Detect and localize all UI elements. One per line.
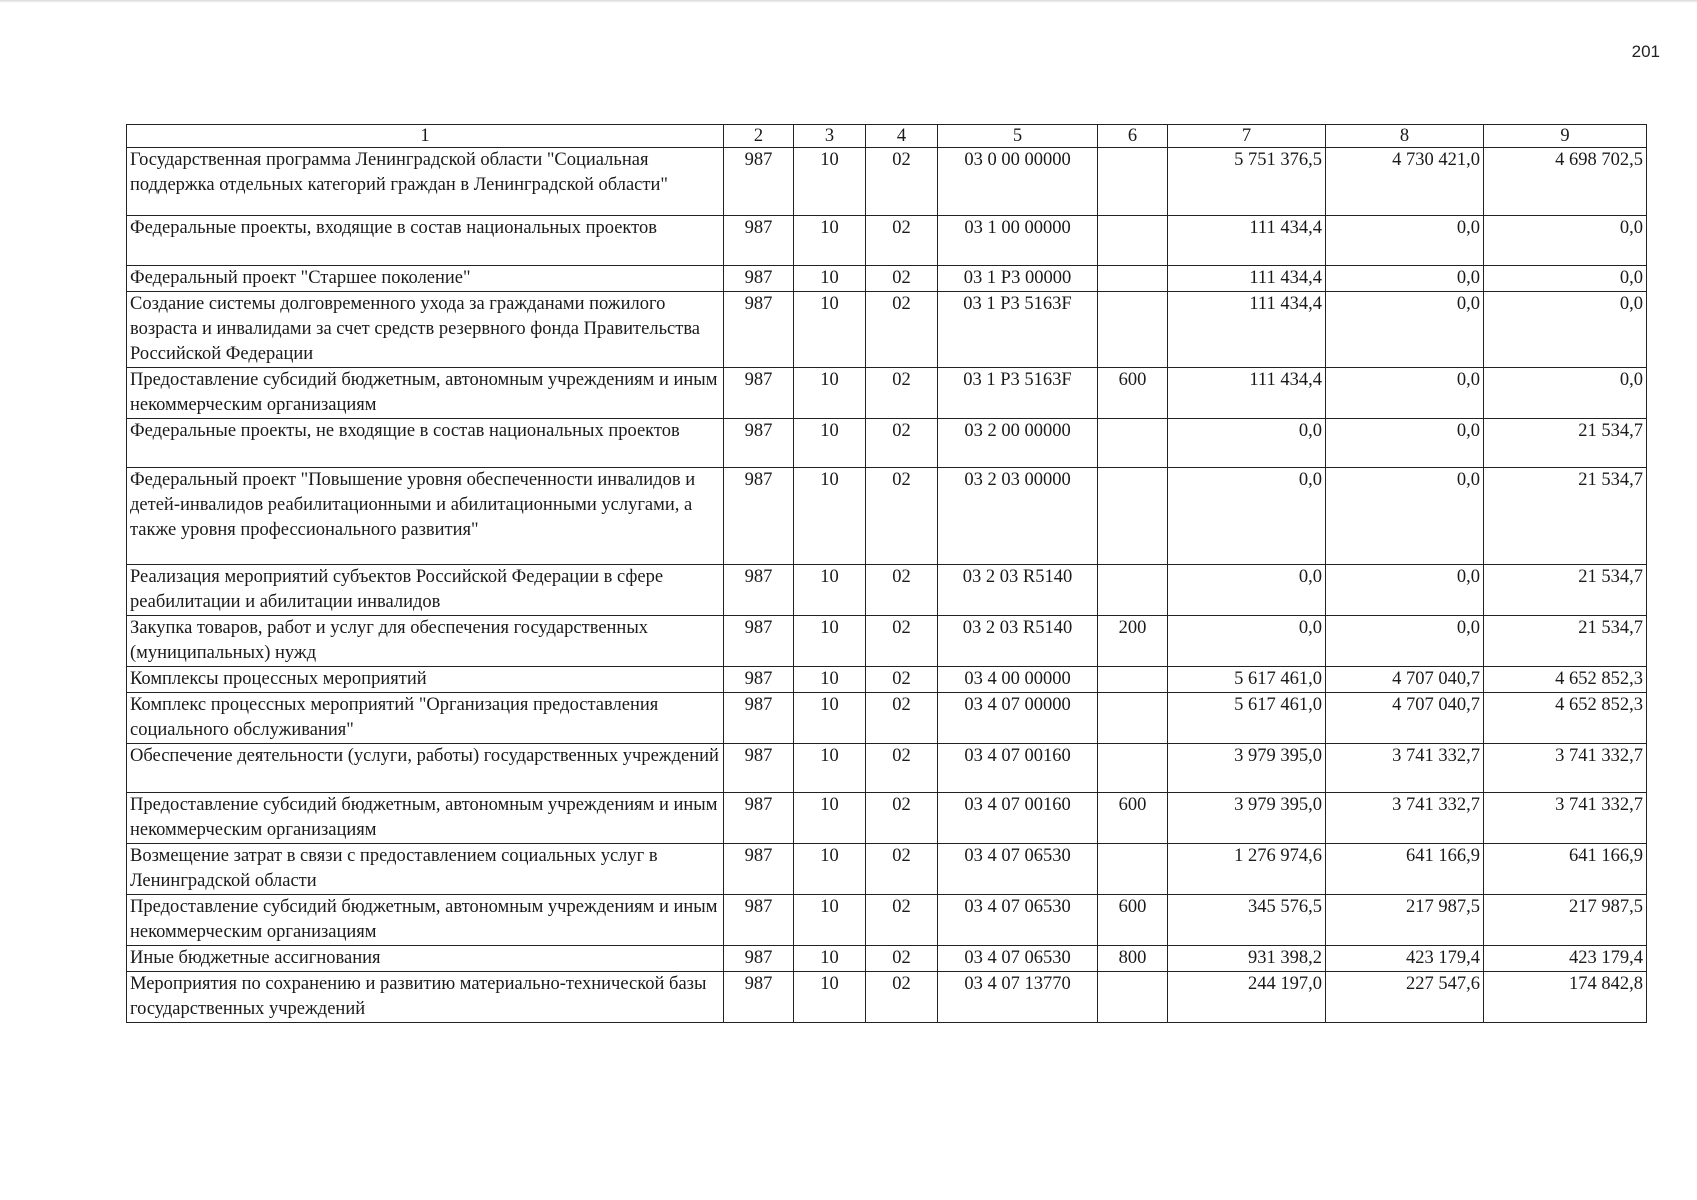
row-name: Закупка товаров, работ и услуг для обеспечения государственных (муниципальных) нужд	[127, 616, 724, 667]
col-section: 10	[794, 216, 866, 266]
col-subsection: 02	[866, 667, 938, 693]
col-ministry: 987	[724, 793, 794, 844]
col-section: 10	[794, 616, 866, 667]
col-amount-year2: 0,0	[1326, 368, 1484, 419]
col-section: 10	[794, 895, 866, 946]
col-target-article: 03 2 03 00000	[938, 468, 1098, 565]
row-name: Предоставление субсидий бюджетным, автономным учреждениям и иным некоммерческим организациям	[127, 368, 724, 419]
col-ministry: 987	[724, 895, 794, 946]
col-subsection: 02	[866, 368, 938, 419]
table-row	[127, 895, 1647, 946]
col-amount-year3: 21 534,7	[1484, 468, 1647, 565]
col-amount-year2: 0,0	[1326, 216, 1484, 266]
col-expense-type	[1098, 216, 1168, 266]
col-amount-year2: 3 741 332,7	[1326, 744, 1484, 793]
col-amount-year2: 3 741 332,7	[1326, 793, 1484, 844]
table-row	[127, 266, 1647, 292]
column-header-3: 3	[794, 125, 866, 148]
col-subsection: 02	[866, 292, 938, 368]
col-subsection: 02	[866, 946, 938, 972]
col-ministry: 987	[724, 266, 794, 292]
col-target-article: 03 0 00 00000	[938, 148, 1098, 216]
col-amount-year1: 0,0	[1168, 565, 1326, 616]
col-amount-year1: 5 617 461,0	[1168, 693, 1326, 744]
table-row	[127, 419, 1647, 468]
col-amount-year3: 4 698 702,5	[1484, 148, 1647, 216]
row-name: Предоставление субсидий бюджетным, автономным учреждениям и иным некоммерческим организациям	[127, 793, 724, 844]
col-expense-type: 600	[1098, 793, 1168, 844]
col-section: 10	[794, 844, 866, 895]
col-amount-year1: 3 979 395,0	[1168, 744, 1326, 793]
col-amount-year2: 0,0	[1326, 266, 1484, 292]
col-amount-year2: 4 707 040,7	[1326, 693, 1484, 744]
col-amount-year2: 0,0	[1326, 468, 1484, 565]
col-amount-year3: 21 534,7	[1484, 616, 1647, 667]
col-target-article: 03 4 07 06530	[938, 946, 1098, 972]
table-body	[127, 148, 1647, 1023]
col-expense-type	[1098, 693, 1168, 744]
col-ministry: 987	[724, 368, 794, 419]
row-name: Мероприятия по сохранению и развитию материально-технической базы государственных учреждений	[127, 972, 724, 1023]
col-section: 10	[794, 148, 866, 216]
col-subsection: 02	[866, 216, 938, 266]
col-ministry: 987	[724, 468, 794, 565]
col-amount-year2: 227 547,6	[1326, 972, 1484, 1023]
col-section: 10	[794, 946, 866, 972]
column-header-9: 9	[1484, 125, 1647, 148]
col-ministry: 987	[724, 744, 794, 793]
page-number: 201	[1631, 42, 1660, 61]
row-name: Государственная программа Ленинградской области "Социальная поддержка отдельных категорий граждан в Ленинградской области"	[127, 148, 724, 216]
col-subsection: 02	[866, 616, 938, 667]
row-name: Иные бюджетные ассигнования	[127, 946, 724, 972]
col-amount-year1: 931 398,2	[1168, 946, 1326, 972]
col-amount-year1: 111 434,4	[1168, 368, 1326, 419]
column-header-4: 4	[866, 125, 938, 148]
column-header-8: 8	[1326, 125, 1484, 148]
col-amount-year1: 3 979 395,0	[1168, 793, 1326, 844]
col-ministry: 987	[724, 216, 794, 266]
row-name: Реализация мероприятий субъектов Российской Федерации в сфере реабилитации и абилитации инвалидов	[127, 565, 724, 616]
col-amount-year3: 3 741 332,7	[1484, 744, 1647, 793]
col-expense-type	[1098, 744, 1168, 793]
table-row	[127, 793, 1647, 844]
col-ministry: 987	[724, 667, 794, 693]
col-amount-year1: 1 276 974,6	[1168, 844, 1326, 895]
col-subsection: 02	[866, 744, 938, 793]
col-amount-year1: 0,0	[1168, 419, 1326, 468]
row-name: Федеральный проект "Старшее поколение"	[127, 266, 724, 292]
col-amount-year3: 21 534,7	[1484, 565, 1647, 616]
table-row	[127, 693, 1647, 744]
col-amount-year2: 423 179,4	[1326, 946, 1484, 972]
col-ministry: 987	[724, 844, 794, 895]
col-expense-type	[1098, 148, 1168, 216]
col-amount-year1: 0,0	[1168, 616, 1326, 667]
col-section: 10	[794, 565, 866, 616]
column-header-2: 2	[724, 125, 794, 148]
col-amount-year3: 217 987,5	[1484, 895, 1647, 946]
table-row	[127, 468, 1647, 565]
row-name: Создание системы долговременного ухода за гражданами пожилого возраста и инвалидами за счет средств резервного фонда Правительства Российской Федерации	[127, 292, 724, 368]
col-amount-year2: 0,0	[1326, 565, 1484, 616]
table-header	[127, 125, 1647, 148]
row-name: Комплексы процессных мероприятий	[127, 667, 724, 693]
table-row	[127, 216, 1647, 266]
row-name: Комплекс процессных мероприятий "Организация предоставления социального обслуживания"	[127, 693, 724, 744]
col-amount-year3: 0,0	[1484, 368, 1647, 419]
col-target-article: 03 1 P3 5163F	[938, 368, 1098, 419]
column-header-5: 5	[938, 125, 1098, 148]
budget-table	[126, 124, 1647, 1023]
table-row	[127, 292, 1647, 368]
column-header-7: 7	[1168, 125, 1326, 148]
col-target-article: 03 1 P3 5163F	[938, 292, 1098, 368]
col-expense-type	[1098, 419, 1168, 468]
col-amount-year1: 111 434,4	[1168, 216, 1326, 266]
col-amount-year3: 4 652 852,3	[1484, 693, 1647, 744]
col-section: 10	[794, 292, 866, 368]
col-ministry: 987	[724, 693, 794, 744]
col-amount-year3: 0,0	[1484, 266, 1647, 292]
col-ministry: 987	[724, 946, 794, 972]
col-amount-year3: 0,0	[1484, 216, 1647, 266]
col-subsection: 02	[866, 419, 938, 468]
table-row	[127, 972, 1647, 1023]
col-amount-year1: 345 576,5	[1168, 895, 1326, 946]
col-section: 10	[794, 693, 866, 744]
col-amount-year3: 21 534,7	[1484, 419, 1647, 468]
col-section: 10	[794, 972, 866, 1023]
col-expense-type: 200	[1098, 616, 1168, 667]
col-target-article: 03 1 00 00000	[938, 216, 1098, 266]
col-amount-year3: 641 166,9	[1484, 844, 1647, 895]
col-section: 10	[794, 368, 866, 419]
col-amount-year3: 4 652 852,3	[1484, 667, 1647, 693]
col-amount-year2: 0,0	[1326, 419, 1484, 468]
col-subsection: 02	[866, 266, 938, 292]
col-subsection: 02	[866, 793, 938, 844]
col-expense-type	[1098, 468, 1168, 565]
col-expense-type: 600	[1098, 368, 1168, 419]
col-section: 10	[794, 468, 866, 565]
col-amount-year1: 244 197,0	[1168, 972, 1326, 1023]
col-amount-year1: 0,0	[1168, 468, 1326, 565]
col-expense-type	[1098, 844, 1168, 895]
col-target-article: 03 2 03 R5140	[938, 616, 1098, 667]
col-target-article: 03 4 07 13770	[938, 972, 1098, 1023]
col-target-article: 03 2 03 R5140	[938, 565, 1098, 616]
col-ministry: 987	[724, 292, 794, 368]
col-amount-year2: 4 707 040,7	[1326, 667, 1484, 693]
col-target-article: 03 4 07 00160	[938, 793, 1098, 844]
col-amount-year3: 174 842,8	[1484, 972, 1647, 1023]
col-ministry: 987	[724, 616, 794, 667]
col-expense-type: 800	[1098, 946, 1168, 972]
col-ministry: 987	[724, 565, 794, 616]
col-target-article: 03 4 00 00000	[938, 667, 1098, 693]
col-subsection: 02	[866, 844, 938, 895]
col-subsection: 02	[866, 148, 938, 216]
col-target-article: 03 4 07 00160	[938, 744, 1098, 793]
row-name: Возмещение затрат в связи с предоставлением социальных услуг в Ленинградской области	[127, 844, 724, 895]
col-subsection: 02	[866, 972, 938, 1023]
row-name: Федеральные проекты, не входящие в состав национальных проектов	[127, 419, 724, 468]
col-amount-year1: 111 434,4	[1168, 292, 1326, 368]
col-amount-year2: 0,0	[1326, 616, 1484, 667]
col-section: 10	[794, 419, 866, 468]
col-ministry: 987	[724, 972, 794, 1023]
table-row	[127, 667, 1647, 693]
col-section: 10	[794, 793, 866, 844]
col-section: 10	[794, 744, 866, 793]
table-row	[127, 844, 1647, 895]
col-section: 10	[794, 667, 866, 693]
col-expense-type	[1098, 292, 1168, 368]
col-amount-year3: 0,0	[1484, 292, 1647, 368]
col-subsection: 02	[866, 468, 938, 565]
col-expense-type	[1098, 565, 1168, 616]
row-name: Федеральные проекты, входящие в состав национальных проектов	[127, 216, 724, 266]
col-amount-year3: 423 179,4	[1484, 946, 1647, 972]
col-ministry: 987	[724, 419, 794, 468]
column-header-6: 6	[1098, 125, 1168, 148]
col-expense-type	[1098, 667, 1168, 693]
col-target-article: 03 4 07 06530	[938, 844, 1098, 895]
table-row	[127, 565, 1647, 616]
col-subsection: 02	[866, 693, 938, 744]
col-target-article: 03 2 00 00000	[938, 419, 1098, 468]
col-subsection: 02	[866, 565, 938, 616]
col-amount-year1: 111 434,4	[1168, 266, 1326, 292]
table-row	[127, 368, 1647, 419]
row-name: Федеральный проект "Повышение уровня обеспеченности инвалидов и детей-инвалидов реабилитационными и абилитационными услугами, а также уровня профессионального развития"	[127, 468, 724, 565]
col-subsection: 02	[866, 895, 938, 946]
table-row	[127, 946, 1647, 972]
col-target-article: 03 4 07 00000	[938, 693, 1098, 744]
scan-edge	[0, 0, 1697, 3]
col-amount-year1: 5 617 461,0	[1168, 667, 1326, 693]
col-section: 10	[794, 266, 866, 292]
row-name: Предоставление субсидий бюджетным, автономным учреждениям и иным некоммерческим организациям	[127, 895, 724, 946]
table-row	[127, 616, 1647, 667]
col-amount-year2: 0,0	[1326, 292, 1484, 368]
column-header-1: 1	[127, 125, 724, 148]
col-ministry: 987	[724, 148, 794, 216]
col-expense-type	[1098, 972, 1168, 1023]
col-amount-year2: 641 166,9	[1326, 844, 1484, 895]
header-row	[127, 125, 1647, 148]
row-name: Обеспечение деятельности (услуги, работы) государственных учреждений	[127, 744, 724, 793]
col-amount-year2: 217 987,5	[1326, 895, 1484, 946]
col-target-article: 03 1 P3 00000	[938, 266, 1098, 292]
col-expense-type: 600	[1098, 895, 1168, 946]
col-amount-year3: 3 741 332,7	[1484, 793, 1647, 844]
col-amount-year2: 4 730 421,0	[1326, 148, 1484, 216]
col-expense-type	[1098, 266, 1168, 292]
col-target-article: 03 4 07 06530	[938, 895, 1098, 946]
col-amount-year1: 5 751 376,5	[1168, 148, 1326, 216]
table-row	[127, 148, 1647, 216]
table-row	[127, 744, 1647, 793]
